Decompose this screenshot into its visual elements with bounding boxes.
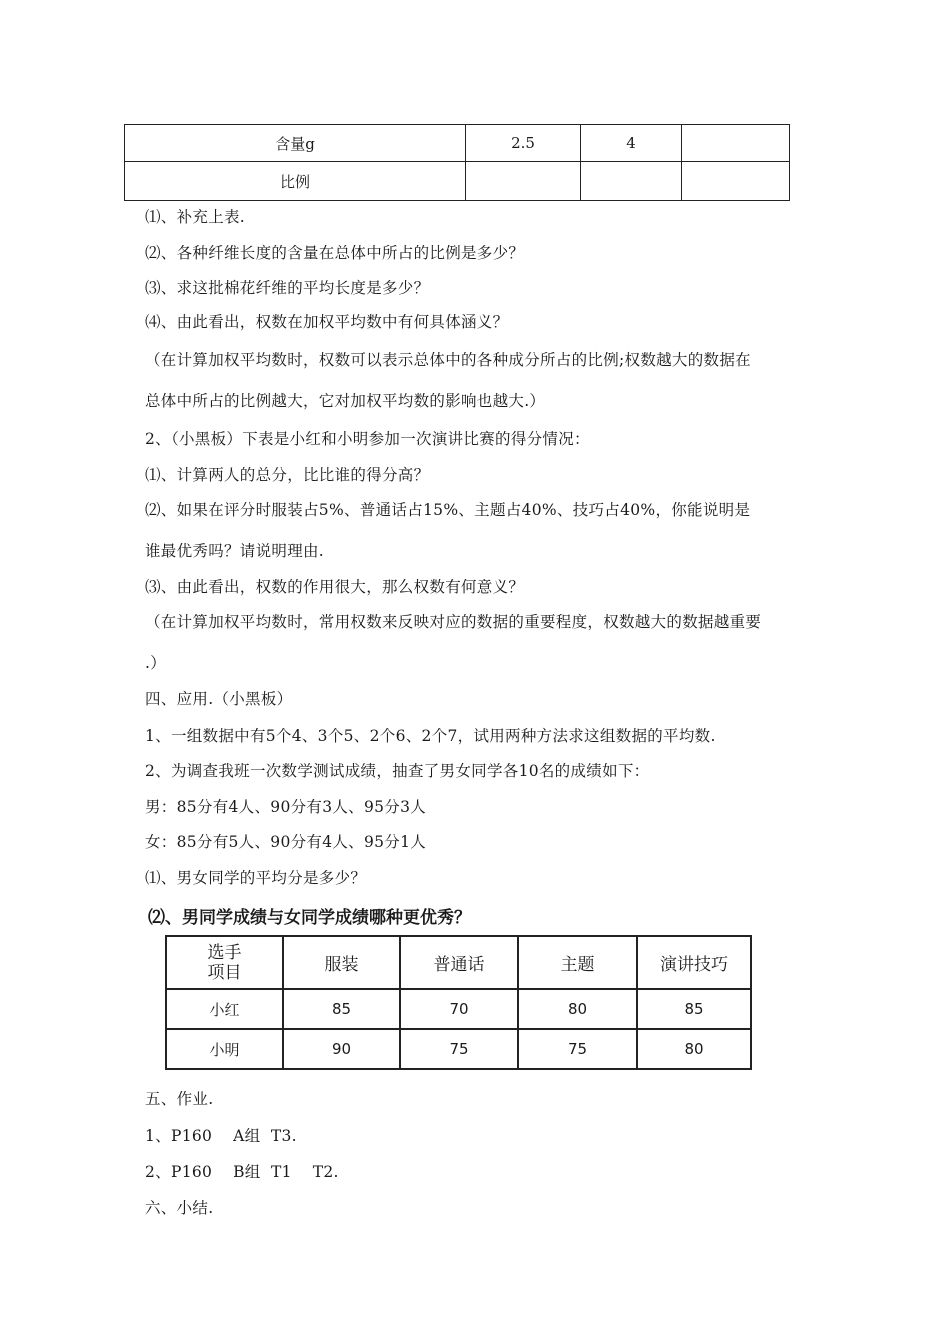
- diag-top-label: 选手: [207, 942, 242, 963]
- score-cell: 80: [518, 989, 637, 1029]
- section-heading: 五、作业.: [145, 1090, 214, 1108]
- column-header: 服装: [283, 936, 400, 989]
- text-line: 2、为调查我班一次数学测试成绩，抽查了男女同学各10名的成绩如下：: [145, 762, 650, 780]
- score-cell: 85: [637, 989, 751, 1029]
- score-cell: 90: [283, 1029, 400, 1069]
- column-header: 演讲技巧: [637, 936, 751, 989]
- text-line: （在计算加权平均数时，常用权数来反映对应的数据的重要程度，权数越大的数据越重要: [145, 613, 762, 631]
- table-cell: 比例: [125, 162, 466, 201]
- fiber-length-table: [124, 124, 790, 201]
- question-2: ⑵、男同学成绩与女同学成绩哪种更优秀？: [148, 908, 471, 928]
- text-line: ⑷、由此看出，权数在加权平均数中有何具体涵义？: [145, 313, 509, 331]
- column-header: 主题: [518, 936, 637, 989]
- row-label: 小明: [166, 1029, 283, 1069]
- row-label: 小红: [166, 989, 283, 1029]
- diag-bottom-label: 项目: [207, 962, 242, 983]
- score-cell: 75: [400, 1029, 518, 1069]
- text-line: .）: [145, 654, 167, 672]
- diagonal-header-cell: [166, 936, 283, 989]
- text-line: ⑵、各种纤维长度的含量在总体中所占的比例是多少？: [145, 244, 525, 262]
- table-cell: 2.5: [466, 125, 581, 162]
- text-line: 1、P160 A组 T3.: [145, 1127, 297, 1145]
- section-heading: 六、小结.: [145, 1199, 214, 1217]
- table-cell: [682, 125, 790, 162]
- table-cell: [581, 162, 682, 201]
- score-table: [165, 935, 752, 1070]
- text-line: 男：85分有4人、90分有3人、95分3人: [145, 798, 427, 816]
- text-line: 女：85分有5人、90分有4人、95分1人: [145, 833, 427, 851]
- text-line: ⑴、补充上表.: [145, 208, 246, 226]
- table-cell: [682, 162, 790, 201]
- text-line: ⑶、求这批棉花纤维的平均长度是多少？: [145, 279, 430, 297]
- table-cell: [466, 162, 581, 201]
- text-line: ⑵、如果在评分时服装占5%、普通话占15%、主题占40%、技巧占40%，你能说明是: [145, 501, 751, 519]
- text-line: ⑴、男女同学的平均分是多少？: [145, 869, 367, 887]
- table-cell: 含量g: [125, 125, 466, 162]
- text-line: 2、P160 B组 T1 T2.: [145, 1163, 339, 1181]
- text-line: ⑴、计算两人的总分，比比谁的得分高？: [145, 466, 430, 484]
- text-line: 2、（小黑板）下表是小红和小明参加一次演讲比赛的得分情况：: [145, 430, 590, 448]
- text-line: 1、一组数据中有5个4、3个5、2个6、2个7，试用两种方法求这组数据的平均数.: [145, 727, 716, 745]
- score-cell: 80: [637, 1029, 751, 1069]
- text-line: 总体中所占的比例越大，它对加权平均数的影响也越大.）: [145, 392, 546, 410]
- column-header: 普通话: [400, 936, 518, 989]
- text-line: （在计算加权平均数时，权数可以表示总体中的各种成分所占的比例;权数越大的数据在: [145, 351, 751, 369]
- score-cell: 85: [283, 989, 400, 1029]
- score-cell: 70: [400, 989, 518, 1029]
- score-cell: 75: [518, 1029, 637, 1069]
- text-line: ⑶、由此看出，权数的作用很大，那么权数有何意义？: [145, 578, 525, 596]
- table-cell: 4: [581, 125, 682, 162]
- section-heading: 四、应用.（小黑板）: [145, 690, 293, 708]
- table-row: [166, 1029, 751, 1069]
- table-row: [166, 989, 751, 1029]
- text-line: 谁最优秀吗？请说明理由.: [145, 542, 325, 560]
